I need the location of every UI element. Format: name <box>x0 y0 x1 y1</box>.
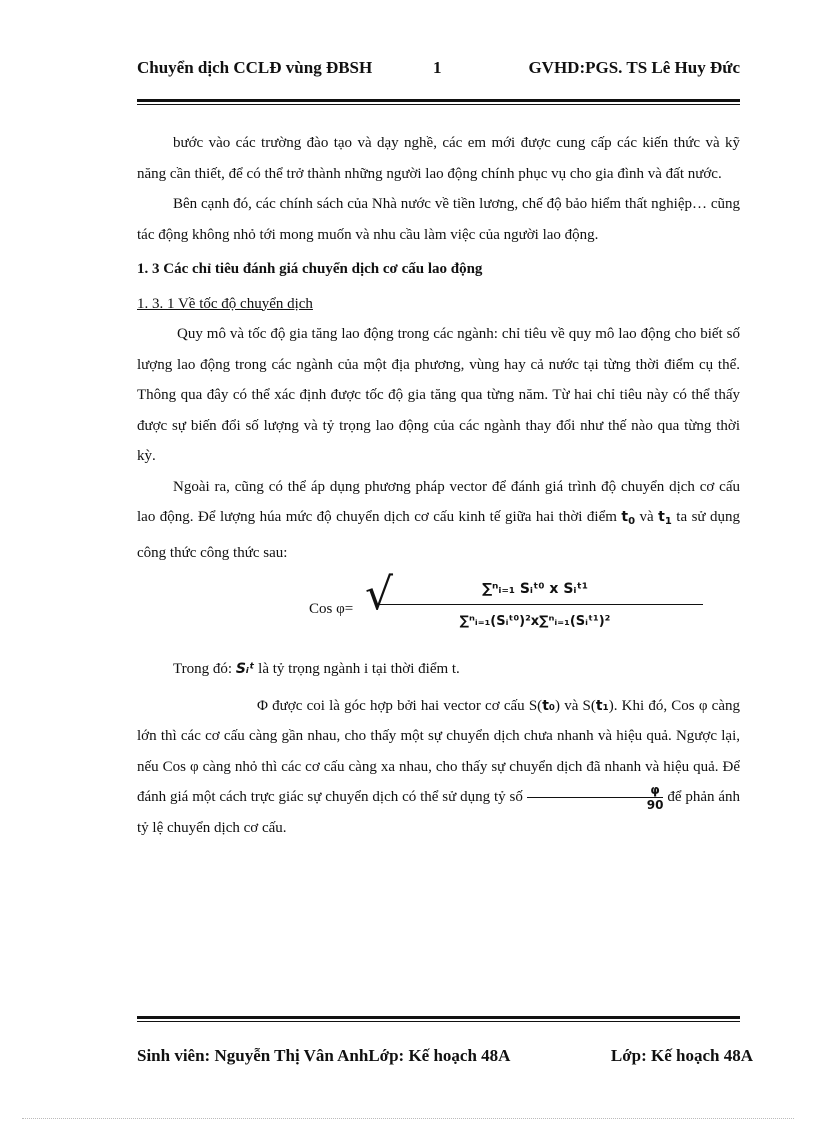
header-rule <box>137 99 740 102</box>
p6-t1: t₁ <box>595 697 609 714</box>
ratio-fraction <box>527 783 664 812</box>
p6-text-c: ). Khi đó, Cos φ càng lớn thì các cơ cấu càng gần nhau, cho thấy một sự chuyển dịch chưa nhanh và hiệu quả. Ngược lại, nếu Cos φ càng nhỏ thì các cơ cấu càng xa nhau, cho thấy sự chuyển dịch đã nhanh và hiệu quả. Để đánh giá một cách trực giác sự chuyển dịch có thể sử dụng tỷ số <box>137 697 740 805</box>
footer-rule <box>137 1016 740 1019</box>
sqrt-icon: √ <box>365 569 394 620</box>
paragraph-2: Bên cạnh đó, các chính sách của Nhà nước về tiền lương, chế độ bảo hiểm thất nghiệp… cũng tác động không nhỏ tới mong muốn và nhu cầu làm việc của người lao động. <box>137 196 740 243</box>
header-title: Chuyển dịch CCLĐ vùng ĐBSH <box>137 58 373 77</box>
page-edge-divider <box>22 1118 794 1119</box>
p4-text-a: Ngoài ra, cũng có thể áp dụng phương pháp vector để đánh giá trình độ chuyển dịch cơ cấu lao động. Để lượng húa mức độ chuyển dịch cơ cấu kinh tế giữa hai thời điểm <box>137 478 740 525</box>
p4-text-b: và <box>639 509 654 525</box>
footer-student: Sinh viên: Nguyễn Thị Vân AnhLớp: Kế hoạch 48A <box>137 1046 511 1065</box>
formula-numerator: ∑ⁿᵢ₌₁ Sᵢᵗ⁰ x Sᵢᵗ¹ <box>481 581 589 597</box>
paragraph-4 <box>137 472 740 569</box>
page-number: 1 <box>433 58 442 77</box>
s-symbol: Sᵢᵗ <box>235 661 255 677</box>
formula-lhs: Cos φ= <box>309 601 354 617</box>
footer-class: Lớp: Kế hoạch 48A <box>610 1046 753 1065</box>
section-heading: 1. 3 Các chỉ tiêu đánh giá chuyển dịch cơ cấu lao động <box>137 261 483 277</box>
p5-text-b: là tỷ trọng ngành i tại thời điểm t. <box>258 661 460 677</box>
page-header <box>137 58 740 82</box>
t1-symbol <box>658 509 672 525</box>
t0-symbol <box>621 509 635 525</box>
t1-subscript: 1 <box>664 516 672 527</box>
cosine-formula <box>137 569 740 646</box>
subsection-heading-text: 1. 3. 1 Về tốc độ chuyển dịch <box>137 295 313 312</box>
paragraph-5 <box>137 654 740 685</box>
p6-text-b: ) và S( <box>555 697 596 714</box>
t0-letter: t <box>621 509 629 525</box>
ratio-bottom: 90 <box>646 798 664 813</box>
subsection-heading <box>137 289 740 320</box>
ratio-top: φ <box>527 783 664 798</box>
p6-text-d: để phản ánh tỷ lệ chuyển dịch cơ cấu. <box>137 789 741 836</box>
paragraph-1: bước vào các trường đào tạo và dạy nghề, các em mới được cung cấp các kiến thức và kỹ năng cần thiết, để có thể trở thành những người lao động chính phục vụ cho gia đình và đất nước. <box>137 135 740 182</box>
paragraph-6 <box>137 691 740 844</box>
p4-text-c: ta sử dụng công thức công thức sau: <box>137 509 741 561</box>
header-supervisor: GVHD:PGS. TS Lê Huy Đức <box>528 58 740 77</box>
p6-text-a: Φ được coi là góc hợp bởi hai vector cơ cấu S( <box>257 697 543 714</box>
formula-fraction <box>365 569 703 639</box>
p6-t0: t₀ <box>542 697 556 714</box>
paragraph-3: Quy mô và tốc độ gia tăng lao động trong các ngành: chỉ tiêu về quy mô lao động cho biết số lượng lao động trong các ngành của một địa phương, vùng hay cả nước tại từng thời điểm cụ thể. Thông qua đây có thể xác định được tốc độ gia tăng qua từng năm. Từ hai chỉ tiêu này có thể thấy được sự biến đổi số lượng và tỷ trọng lao động của các ngành thay đổi như thế nào qua từng thời kỳ. <box>137 326 740 464</box>
document-body <box>137 128 740 843</box>
formula-denominator-text: ∑ⁿᵢ₌₁(Sᵢᵗ⁰)²x∑ⁿᵢ₌₁(Sᵢᵗ¹)² <box>459 614 611 629</box>
t0-subscript: 0 <box>628 516 636 527</box>
p5-text-a: Trong đó: <box>173 661 233 677</box>
t1-letter: t <box>658 509 665 525</box>
